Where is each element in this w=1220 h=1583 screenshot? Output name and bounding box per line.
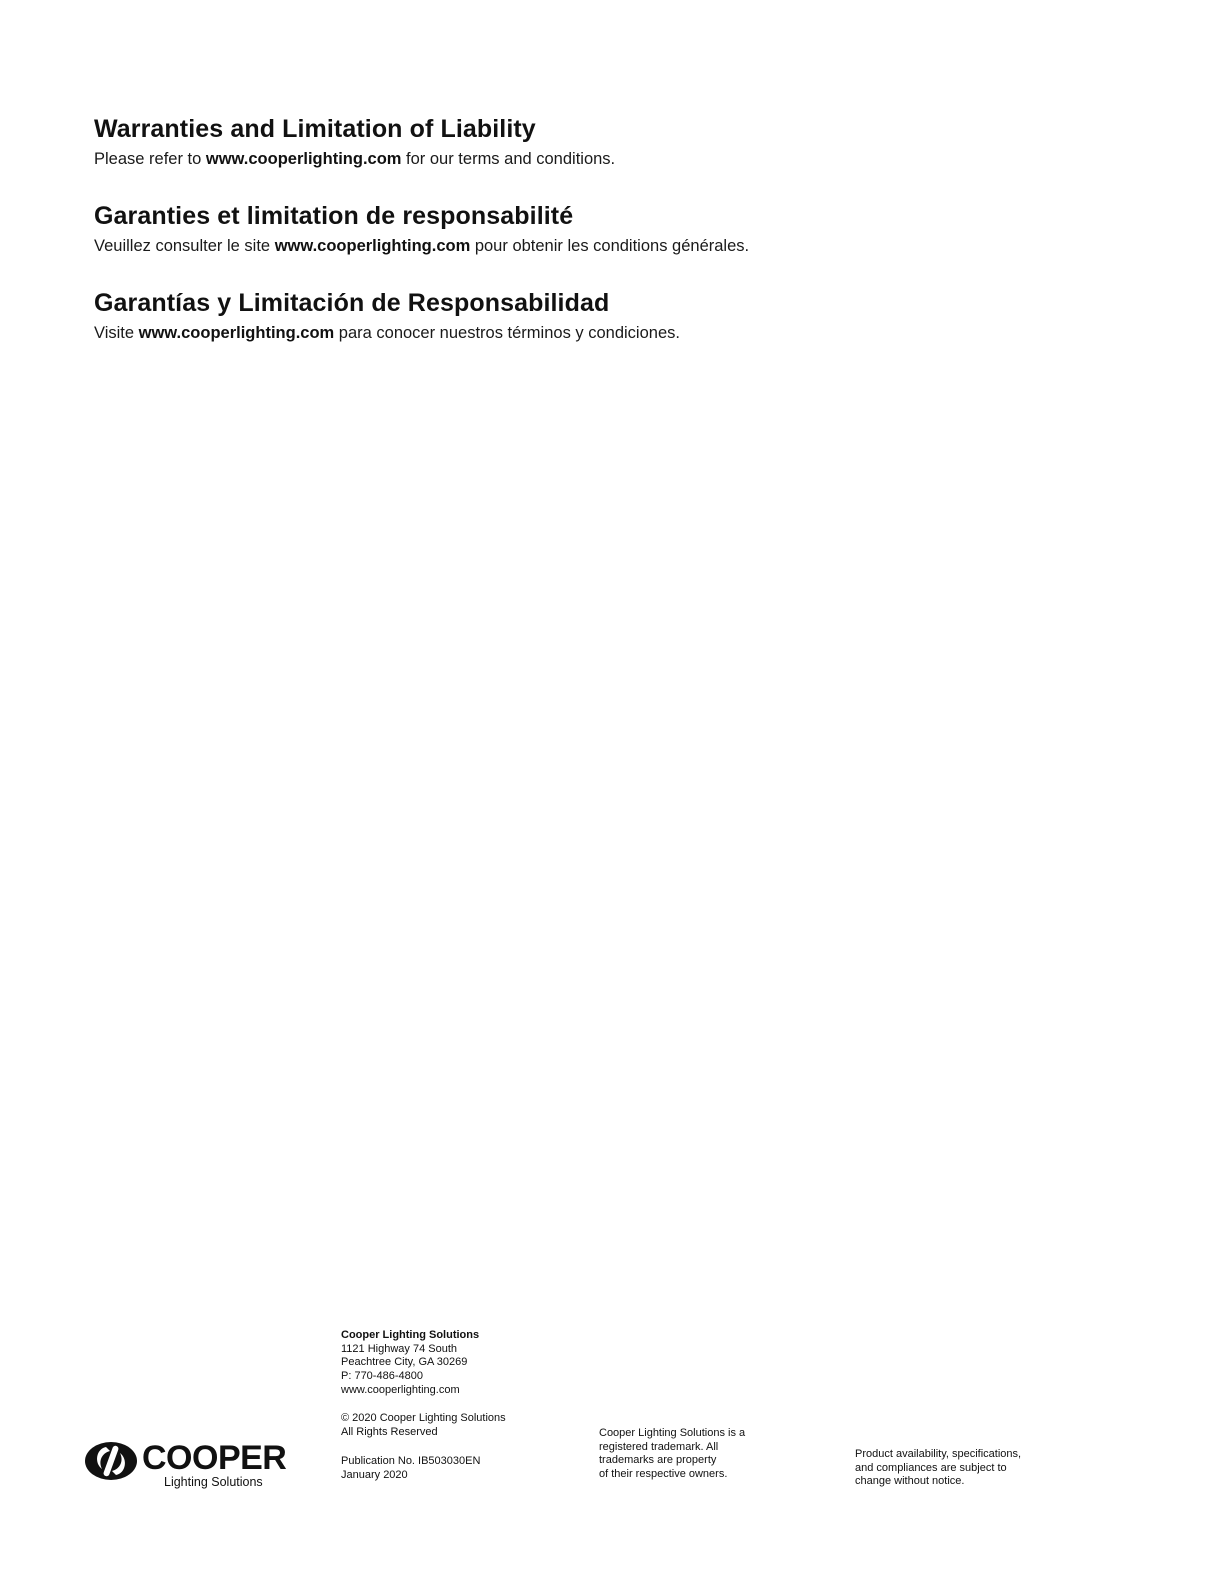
text-suffix: pour obtenir les conditions générales. (470, 237, 750, 255)
disclaimer-line: Product availability, specifications, (855, 1448, 1022, 1460)
section-text (94, 148, 615, 170)
trademark-line: registered trademark. All (599, 1440, 719, 1453)
section-heading: Garantías y Limitación de Responsabilidad (94, 289, 610, 317)
rights-text: All Rights Reserved (341, 1425, 438, 1438)
website-link[interactable]: www.cooperlighting.com (205, 150, 402, 168)
cooper-swirl-logo-icon (84, 1441, 138, 1481)
section-heading: Garanties et limitation de responsabilité (94, 202, 574, 230)
text-prefix: Visite (94, 324, 139, 342)
section-heading: Warranties and Limitation of Liability (94, 115, 536, 143)
publication-date: January 2020 (341, 1468, 408, 1481)
website-link[interactable]: www.cooperlighting.com (138, 324, 335, 342)
logo-tagline: Lighting Solutions (164, 1475, 263, 1489)
website-link[interactable]: www.cooperlighting.com (274, 237, 471, 255)
logo-wordmark: COOPER (142, 1439, 287, 1477)
address-line: Peachtree City, GA 30269 (341, 1356, 468, 1369)
section-text (94, 235, 749, 257)
warranty-section-en (94, 114, 615, 170)
text-suffix: para conocer nuestros términos y condiciones. (334, 324, 680, 342)
trademark-line: trademarks are property (599, 1454, 717, 1467)
publication-number: Publication No. IB503030EN (341, 1455, 481, 1467)
trademark-line: Cooper Lighting Solutions is a (599, 1427, 746, 1439)
text-prefix: Please refer to (94, 150, 206, 168)
disclaimer-line: change without notice. (855, 1475, 965, 1488)
company-address (341, 1329, 479, 1398)
company-name: Cooper Lighting Solutions (341, 1329, 480, 1341)
warranty-section-es (94, 288, 680, 344)
publication-block (341, 1455, 480, 1482)
section-text (94, 322, 680, 344)
phone-number: P: 770-486-4800 (341, 1370, 423, 1383)
copyright-block (341, 1412, 506, 1439)
text-prefix: Veuillez consulter le site (94, 237, 275, 255)
trademark-line: of their respective owners. (599, 1468, 728, 1481)
footer-website[interactable]: www.cooperlighting.com (341, 1383, 460, 1396)
cooper-logo (84, 1439, 287, 1490)
disclaimer-line: and compliances are subject to (855, 1461, 1007, 1474)
text-suffix: for our terms and conditions. (401, 150, 616, 168)
address-line: 1121 Highway 74 South (341, 1342, 457, 1355)
trademark-notice (599, 1427, 745, 1482)
copyright-text: © 2020 Cooper Lighting Solutions (341, 1412, 506, 1424)
availability-disclaimer (855, 1448, 1021, 1489)
warranty-section-fr (94, 201, 749, 257)
